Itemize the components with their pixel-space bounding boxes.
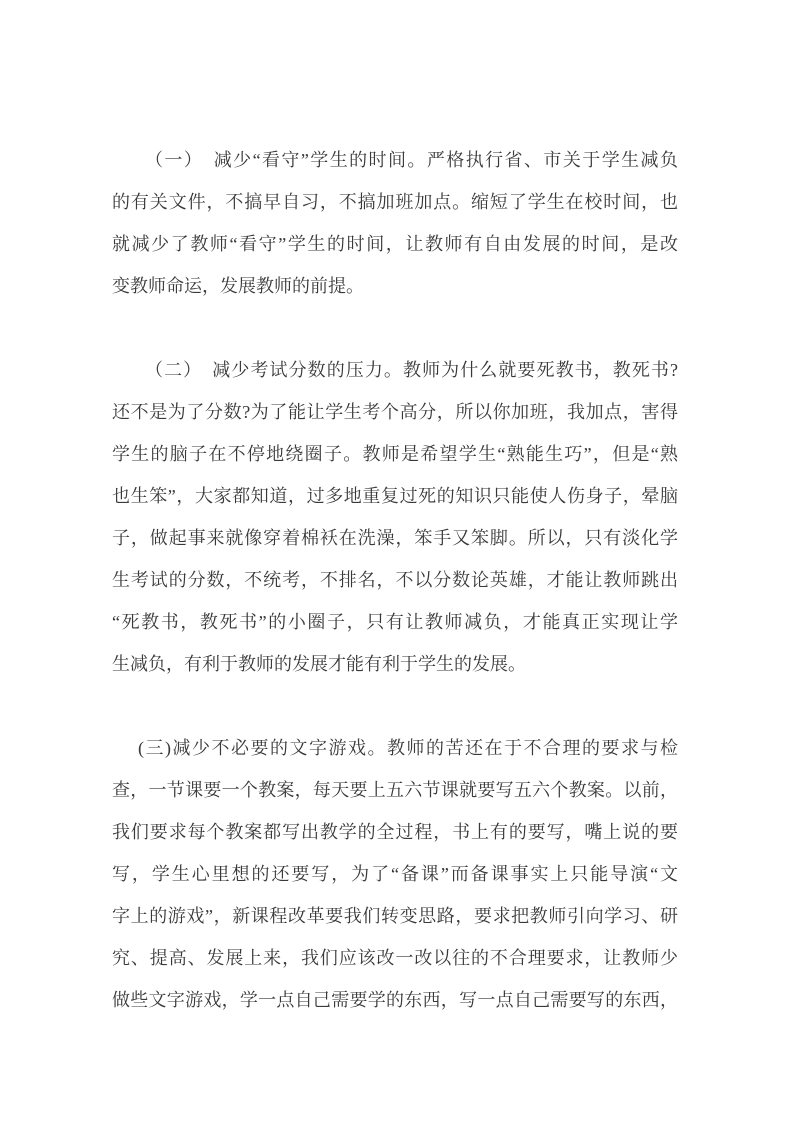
text-line: 字上的游戏”，新课程改革要我们转变思路，要求把教师引向学习、研 [112, 906, 678, 926]
text-line: 究、提高、发展上来，我们应该改一改以往的不合理要求，让教师少 [112, 948, 678, 968]
text-line: 还不是为了分数?为了能让学生考个高分，所以你加班，我加点，害得 [112, 402, 678, 422]
text-line: “死教书，教死书”的小圈子，只有让教师减负，才能真正实现让学 [112, 612, 678, 632]
text-line: 就减少了教师“看守”学生的时间，让教师有自由发展的时间，是改 [112, 234, 678, 254]
text-line: 写，学生心里想的还要写，为了“备课”而备课事实上只能导演“文 [112, 864, 678, 884]
text-line: 生减负，有利于教师的发展才能有利于学生的发展。 [112, 654, 526, 674]
paragraph-3 [112, 727, 678, 1021]
text-line: 子，做起事来就像穿着棉袄在洗澡，笨手又笨脚。所以，只有淡化学 [112, 528, 678, 548]
paragraph-2 [112, 349, 678, 685]
text-line: 学生的脑子在不停地绕圈子。教师是希望学生“熟能生巧”，但是“熟 [112, 444, 678, 464]
text-line: 生考试的分数，不统考，不排名，不以分数论英雄，才能让教师跳出 [112, 570, 678, 590]
text-line: 查，一节课要一个教案，每天要上五六节课就要写五六个教案。以前， [112, 780, 678, 800]
document-body [112, 139, 678, 1021]
text-line: 我们要求每个教案都写出教学的全过程，书上有的要写，嘴上说的要 [112, 822, 678, 842]
text-line: 做些文字游戏，学一点自己需要学的东西，写一点自己需要写的东西， [112, 990, 678, 1010]
paragraph-1 [112, 139, 678, 307]
text-line: 变教师命运，发展教师的前提。 [112, 276, 364, 296]
text-line: （一） 减少“看守”学生的时间。严格执行省、市关于学生减负 [145, 150, 678, 170]
text-line: （二） 减少考试分数的压力。教师为什么就要死教书，教死书? [145, 360, 678, 380]
text-line: (三)减少不必要的文字游戏。教师的苦还在于不合理的要求与检 [138, 738, 678, 758]
text-line: 的有关文件，不搞早自习，不搞加班加点。缩短了学生在校时间，也 [112, 192, 678, 212]
text-line: 也生笨”，大家都知道，过多地重复过死的知识只能使人伤身子，晕脑 [112, 486, 678, 506]
